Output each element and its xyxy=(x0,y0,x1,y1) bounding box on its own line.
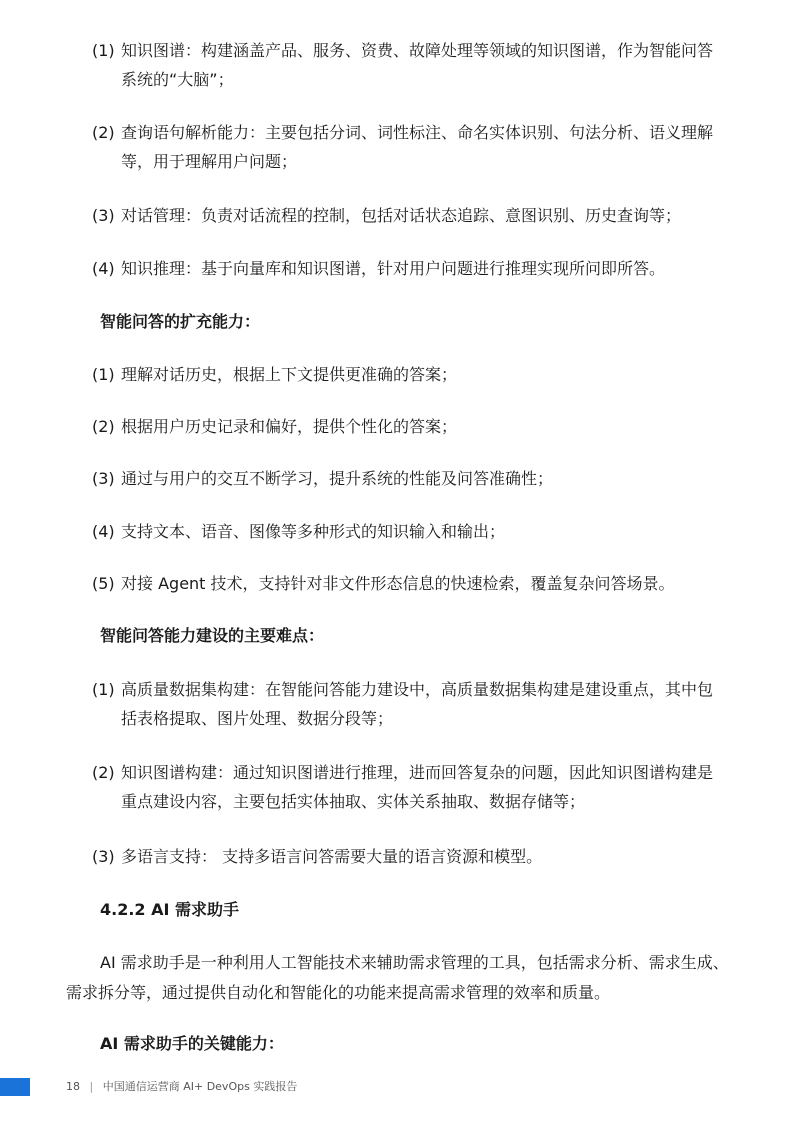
section-heading: 智能问答能力建设的主要难点： xyxy=(100,626,325,645)
subsection-title: 4.2.2 AI 需求助手 xyxy=(100,900,240,919)
section-heading: AI 需求助手的关键能力： xyxy=(100,1034,284,1053)
section-heading: 智能问答的扩充能力： xyxy=(100,312,261,331)
list-item: (2) 知识图谱构建：通过知识图谱进行推理，进而回答复杂的问题，因此知识图谱构建是 重点建设内容，主要包括实体抽取、实体关系抽取、数据存储等； xyxy=(92,763,714,811)
list-item: (3) 通过与用户的交互不断学习，提升系统的性能及问答准确性； xyxy=(92,469,554,488)
list-item: (1) 高质量数据集构建：在智能问答能力建设中，高质量数据集构建是建设重点，其中包 括表格提取、图片处理、数据分段等； xyxy=(92,680,714,728)
page-number: 18 xyxy=(66,1080,80,1093)
list-item: (3) 对话管理：负责对话流程的控制，包括对话状态追踪、意图识别、历史查询等； xyxy=(92,206,682,225)
list-item: (3) 多语言支持： 支持多语言问答需要大量的语言资源和模型。 xyxy=(92,847,543,866)
body-paragraph: AI 需求助手是一种利用人工智能技术来辅助需求管理的工具，包括需求分析、需求生成、 需求拆分等，通过提供自动化和智能化的功能来提高需求管理的效率和质量。 xyxy=(66,953,729,1002)
footer-separator: | xyxy=(89,1080,94,1093)
list-item: (2) 查询语句解析能力：主要包括分词、词性标注、命名实体识别、句法分析、语义理解 等，用于理解用户问题； xyxy=(92,123,714,171)
list-item: (1) 知识图谱：构建涵盖产品、服务、资费、故障处理等领域的知识图谱，作为智能问答 系统的“大脑”； xyxy=(92,41,714,89)
report-title: 中国通信运营商 AI+ DevOps 实践报告 xyxy=(102,1080,298,1093)
list-item: (5) 对接 Agent 技术，支持针对非文件形态信息的快速检索，覆盖复杂问答场景。 xyxy=(92,574,675,593)
list-item: (4) 支持文本、语音、图像等多种形式的知识输入和输出； xyxy=(92,522,506,541)
page-footer xyxy=(66,1079,297,1095)
list-item: (1) 理解对话历史，根据上下文提供更准确的答案； xyxy=(92,365,458,384)
list-item: (2) 根据用户历史记录和偏好，提供个性化的答案； xyxy=(92,417,458,436)
footer-accent-bar xyxy=(0,1078,30,1096)
list-item: (4) 知识推理：基于向量库和知识图谱，针对用户问题进行推理实现所问即所答。 xyxy=(92,259,666,278)
